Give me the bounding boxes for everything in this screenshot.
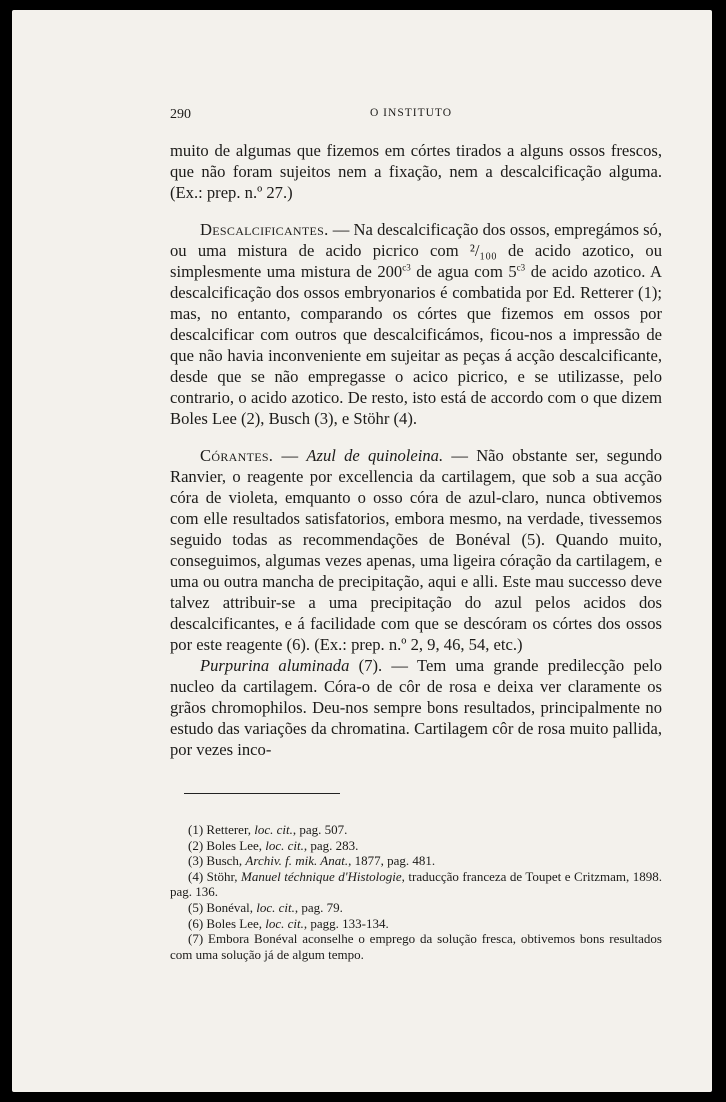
- section-heading-descalcificantes: Descalcificantes.: [200, 220, 329, 239]
- section-heading-corantes: Córantes.: [200, 446, 274, 465]
- paragraph-corantes: Córantes. — Azul de quinoleina. — Não obstante ser, segundo Ranvier, o reagente por excellencia da cartilagem, que sob a sua acção córa de violeta, emquanto o osso córa de azul-claro, nunca obtivemos com elle resultados satisfatorios, embora mesmo, na verdade, tivessemos seguido todas as recommendações de Bonéval (5). Quando muito, conseguimos, algumas vezes apenas, uma ligeira córação da cartilagem, e uma ou outra mancha de precipitação, aqui e alli. Este mau successo deve talvez attribuir-se a uma precipitação do azul pelos acidos dos descalcificantes, e á facilidade com que se descóram os córtes dos ossos por este reagente (6). (Ex.: prep. n.º 2, 9, 46, 54, etc.): [170, 446, 663, 654]
- footnotes: [170, 822, 662, 962]
- reagent-azul-de-quinoleina: Azul de quinoleina.: [306, 446, 444, 465]
- footnote-divider: [184, 793, 340, 794]
- footnote-4: (4) Stöhr, Manuel téchnique d'Histologie, traducção franceza de Toupet e Critzmam, 1898. pag. 136.: [170, 868, 662, 900]
- page-number: 290: [170, 107, 191, 122]
- fraction: ²/₁₀₀: [469, 241, 497, 260]
- page-header: [170, 107, 670, 127]
- reagent-purpurina-aluminada: Purpurina aluminada: [200, 656, 350, 675]
- footnote-3: (3) Busch, Archiv. f. mik. Anat., 1877, pag. 481.: [188, 853, 436, 869]
- paragraph-descalcificantes: Descalcificantes. — Na descalcificação dos ossos, empregámos só, ou uma mistura de acido picrico com ²/₁₀₀ de acido azotico, ou simplesmente uma mistura de $200^{c3}$ de agua com $5^{c3}$ de acido azotico. A descalcificação dos ossos embryonarios é combatida por Ed. Retterer (1); mas, no entanto, comparando os córtes que fizemos em ossos por descalcificar com outros que descalcificámos, ficou-nos a impressão de que não havia inconveniente em sujeitar as peças á acção descalcificante, desde que se não empregasse o acico picrico, e se utilizasse, pelo contrario, o acido azotico. De resto, isto está de accordo com o que dizem Boles Lee (2), Busch (3), e Stöhr (4).: [170, 220, 662, 428]
- paragraph-purpurina: Purpurina aluminada (7). — Tem uma grande predilecção pelo nucleo da cartilagem. Córa-o de côr de rosa e deixa ver claramente os grãos chromophilos. Deu-nos sempre bons resultados, principalmente no estudo das variações da chromatina. Cartilagem côr de rosa muito pallida, por vezes inco-: [170, 656, 663, 759]
- running-title: O INSTITUTO: [370, 107, 453, 119]
- footnote-6: (6) Boles Lee, loc. cit., pagg. 133-134.: [188, 915, 389, 931]
- paragraph-1: muito de algumas que fizemos em córtes tirados a alguns ossos frescos, que não foram sujeitos nem a fixação, nem a descalcificação alguma. (Ex.: prep. n.º 27.): [170, 141, 662, 202]
- footnote-7: (7) Embora Bonéval aconselhe o emprego da solução fresca, obtivemos bons resultados com uma solução já de algum tempo.: [170, 931, 662, 962]
- footnote-5: (5) Bonéval, loc. cit., pag. 79.: [188, 899, 343, 915]
- book-page: [12, 10, 712, 1092]
- footnote-1: (1) Retterer, loc. cit., pag. 507.: [188, 822, 348, 837]
- footnote-2: (2) Boles Lee, loc. cit., pag. 283.: [188, 837, 359, 853]
- main-text: [170, 140, 662, 760]
